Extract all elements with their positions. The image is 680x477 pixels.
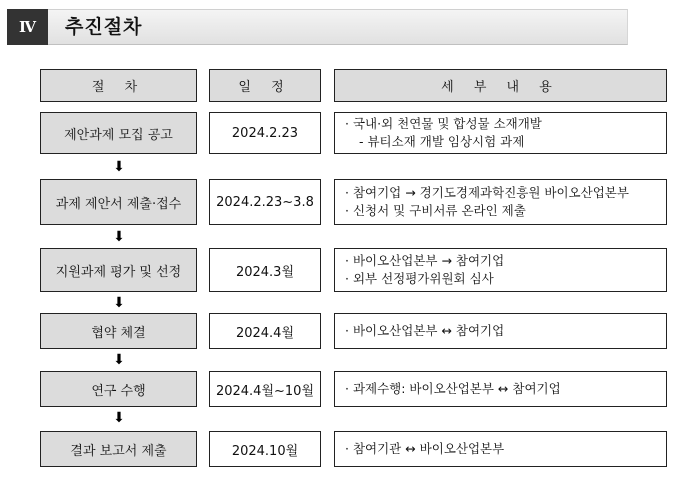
column-header-step: 절 차	[40, 69, 197, 102]
date-box: 2024.3월	[209, 248, 321, 292]
down-arrow-icon: ⬇	[113, 229, 125, 245]
down-arrow-icon: ⬇	[113, 159, 125, 175]
section-title: 추진절차	[65, 16, 143, 38]
detail-box	[334, 248, 667, 292]
date-box: 2024.10월	[209, 431, 321, 467]
detail-line: · 국내·외 천연물 및 합성물 소재개발	[345, 116, 542, 131]
detail-line: · 과제수행: 바이오산업본부 ↔ 참여기업	[345, 381, 561, 396]
detail-line: - 뷰티소재 개발 임상시험 과제	[359, 134, 525, 149]
detail-box	[334, 112, 667, 154]
section-header	[7, 9, 628, 45]
detail-box	[334, 371, 667, 407]
column-header-date: 일 정	[209, 69, 321, 102]
step-box: 결과 보고서 제출	[40, 431, 197, 467]
detail-line: · 바이오산업본부 ↔ 참여기업	[345, 323, 505, 338]
down-arrow-icon: ⬇	[113, 352, 125, 368]
section-title-bar	[48, 9, 628, 45]
detail-line: · 바이오산업본부 → 참여기업	[345, 253, 505, 268]
detail-box	[334, 431, 667, 467]
detail-line: · 외부 선정평가위원회 심사	[345, 271, 494, 286]
step-box: 연구 수행	[40, 371, 197, 407]
step-box: 협약 체결	[40, 313, 197, 349]
step-box: 과제 제안서 제출·접수	[40, 179, 197, 225]
down-arrow-icon: ⬇	[113, 295, 125, 311]
section-number-badge: Ⅳ	[7, 9, 48, 45]
date-box: 2024.4월	[209, 313, 321, 349]
step-box: 지원과제 평가 및 선정	[40, 248, 197, 292]
column-header-detail: 세 부 내 용	[334, 69, 667, 102]
date-box: 2024.2.23~3.8	[209, 179, 321, 225]
step-box: 제안과제 모집 공고	[40, 112, 197, 154]
detail-line: · 참여기관 ↔ 바이오산업본부	[345, 441, 505, 456]
detail-line: · 참여기업 → 경기도경제과학진흥원 바이오산업본부	[345, 185, 629, 200]
date-box: 2024.2.23	[209, 112, 321, 154]
detail-line: · 신청서 및 구비서류 온라인 제출	[345, 203, 526, 218]
detail-box	[334, 179, 667, 225]
date-box: 2024.4월~10월	[209, 371, 321, 407]
detail-box	[334, 313, 667, 349]
down-arrow-icon: ⬇	[113, 410, 125, 426]
